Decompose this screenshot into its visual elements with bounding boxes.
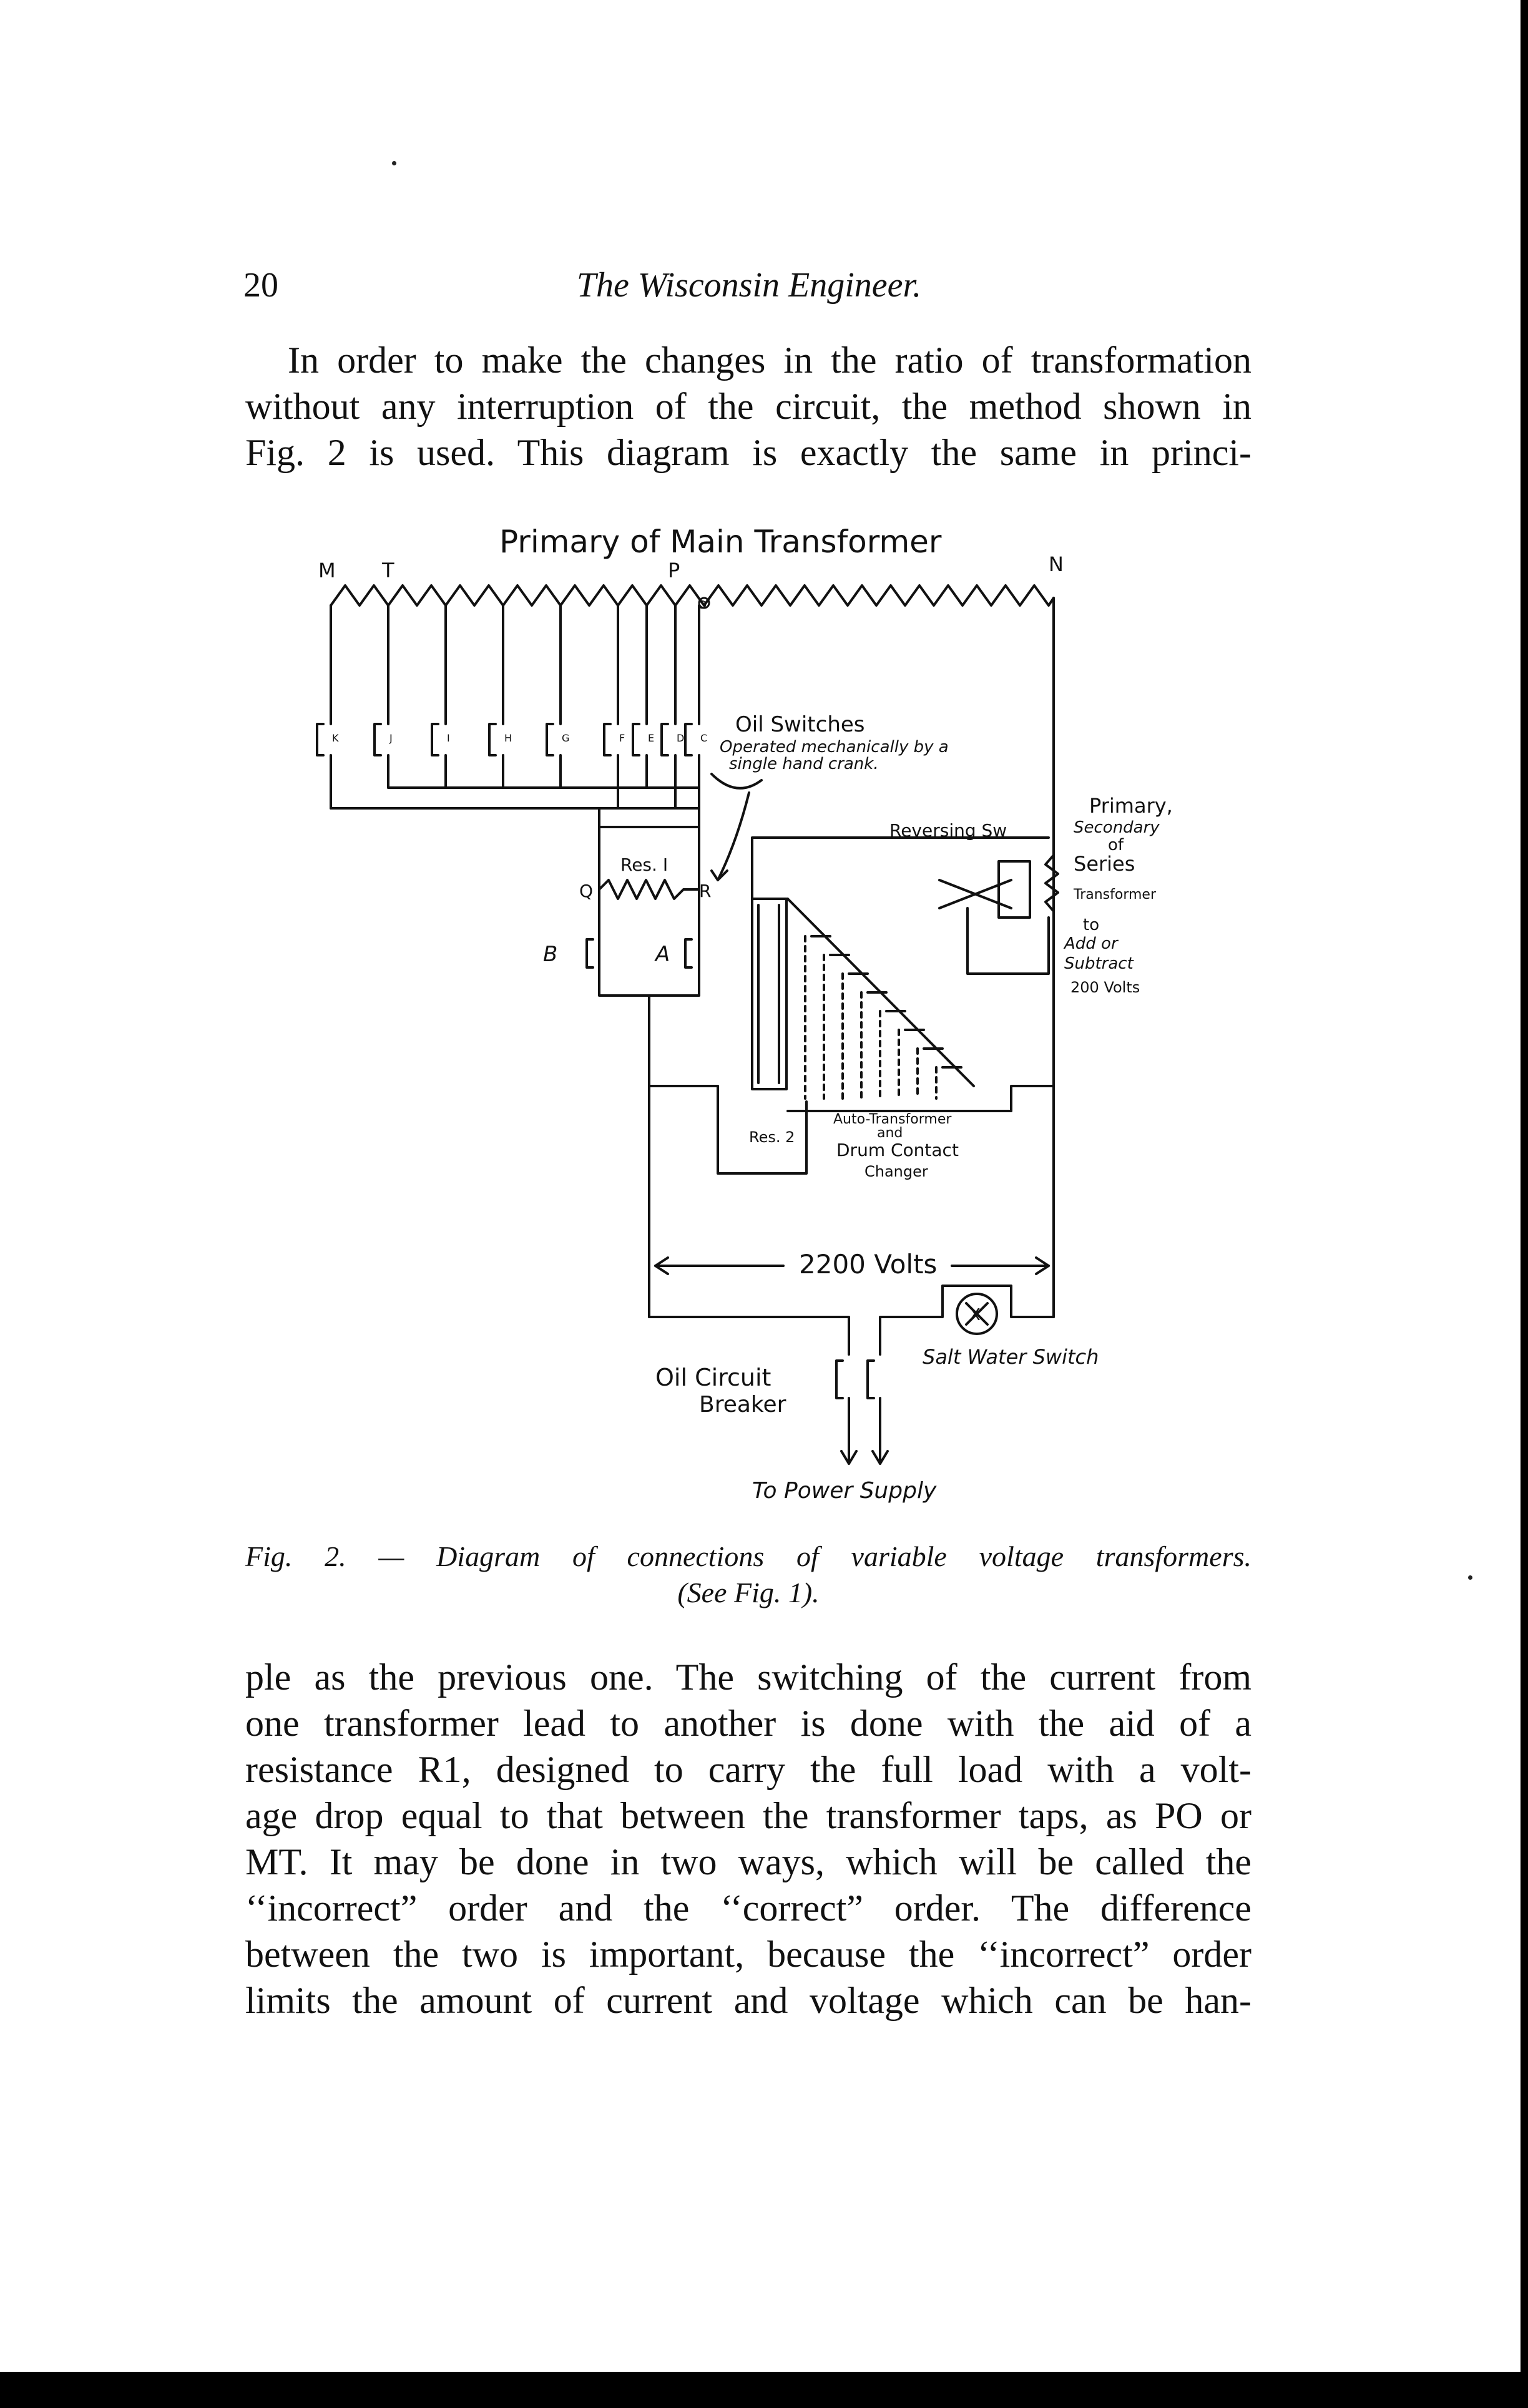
page-number: 20 bbox=[243, 266, 278, 305]
tap-label-n: N bbox=[1049, 552, 1064, 576]
tap-label-t: T bbox=[382, 559, 394, 582]
switch-letter: K bbox=[332, 732, 339, 744]
journal-title: The Wisconsin Engineer. bbox=[576, 266, 922, 305]
series-label: of bbox=[1108, 836, 1124, 854]
oil-switches-title: Oil Switches bbox=[735, 712, 865, 737]
paragraph-line: age drop equal to that between the transformer taps, as PO or bbox=[245, 1795, 1251, 1836]
series-label: Series bbox=[1074, 852, 1135, 876]
res1-label: Res. I bbox=[620, 854, 668, 875]
q-label: Q bbox=[579, 881, 594, 901]
paragraph-line: In order to make the changes in the ratio of transformation bbox=[288, 340, 1251, 381]
paragraph-line: limits the amount of current and voltage which can be han- bbox=[245, 1980, 1251, 2021]
series-label: to bbox=[1083, 916, 1100, 934]
power-supply-label: To Power Supply bbox=[752, 1478, 937, 1504]
b-label: B bbox=[543, 942, 558, 967]
paragraph-line: MT. It may be done in two ways, which will be called the bbox=[245, 1841, 1251, 1882]
switch-letter: F bbox=[619, 732, 625, 744]
figure-caption bbox=[245, 1539, 1251, 1611]
series-label: Subtract bbox=[1064, 954, 1134, 973]
series-label: Add or bbox=[1064, 934, 1118, 953]
a-label: A bbox=[655, 942, 670, 967]
paragraph-line: ‘‘incorrect” order and the ‘‘correct” order. The difference bbox=[245, 1887, 1251, 1929]
switch-letter: E bbox=[648, 732, 655, 744]
paragraph-line: one transformer lead to another is done with the aid of a bbox=[245, 1703, 1251, 1744]
series-label: 200 Volts bbox=[1070, 979, 1140, 996]
auto-transformer-label: Changer bbox=[864, 1163, 928, 1180]
r-label: R bbox=[699, 881, 712, 901]
paragraph-bottom bbox=[245, 1654, 1251, 2024]
switch-letter: H bbox=[504, 732, 512, 744]
tap-label-m: M bbox=[318, 559, 336, 582]
tap-label-p: P bbox=[668, 559, 680, 582]
caption-line: (See Fig. 1). bbox=[677, 1577, 820, 1608]
oil-switches-note: Operated mechanically by a bbox=[720, 738, 949, 756]
primary-winding bbox=[331, 585, 1054, 605]
auto-transformer-label: Auto-Transformer bbox=[833, 1112, 952, 1127]
paragraph-line: Fig. 2 is used. This diagram is exactly the same in princi- bbox=[245, 432, 1251, 473]
primary-label: Primary of Main Transformer bbox=[499, 524, 942, 560]
series-label: Transformer bbox=[1074, 887, 1157, 903]
paragraph-line: ple as the previous one. The switching of the current from bbox=[245, 1657, 1251, 1698]
oil-circuit-breaker-label: Breaker bbox=[699, 1392, 786, 1417]
paragraph-line: between the two is important, because the ‘‘incorrect” order bbox=[245, 1934, 1251, 1975]
caption-line: Fig. 2. — Diagram of connections of variable voltage transformers. bbox=[245, 1540, 1251, 1572]
salt-water-switch-label: Salt Water Switch bbox=[923, 1345, 1099, 1369]
series-label: Primary, bbox=[1089, 794, 1173, 818]
res2-label: Res. 2 bbox=[749, 1128, 795, 1146]
switch-letter: J bbox=[389, 732, 393, 744]
oil-circuit-breaker-label: Oil Circuit bbox=[655, 1364, 771, 1391]
paragraph-line: without any interruption of the circuit, the method shown in bbox=[245, 386, 1251, 427]
auto-transformer-label: Drum Contact bbox=[836, 1140, 959, 1160]
paragraph-line: resistance R1, designed to carry the full load with a volt- bbox=[245, 1749, 1251, 1790]
salt-water-switch-x: X bbox=[969, 1306, 981, 1324]
auto-transformer-label: and bbox=[877, 1125, 903, 1141]
switch-letter: C bbox=[700, 732, 708, 744]
voltage-label: 2200 Volts bbox=[799, 1249, 938, 1280]
switch-letter: G bbox=[562, 732, 570, 744]
tap-label-o: O bbox=[698, 599, 707, 612]
reversing-switch-label: Reversing Sw bbox=[889, 820, 1007, 841]
oil-switches-note: single hand crank. bbox=[729, 755, 879, 773]
series-label: Secondary bbox=[1074, 818, 1160, 837]
switch-letter: D bbox=[677, 732, 685, 744]
switch-letter: I bbox=[447, 732, 450, 744]
